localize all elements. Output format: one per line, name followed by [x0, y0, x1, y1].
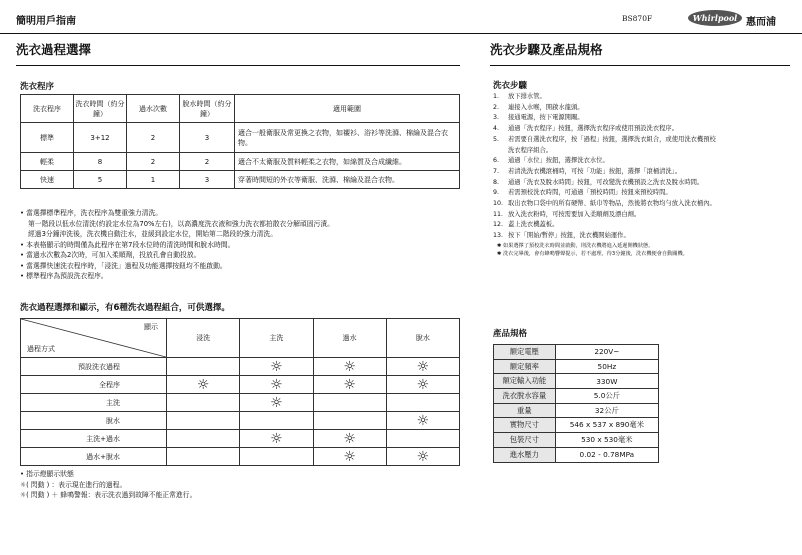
note-line: 經過3分鐘沖洗後，洗衣機自動注水，並緩到設定水位，開始第二階段的強力清洗。: [28, 230, 278, 238]
table-row: [21, 448, 460, 466]
whirlpool-logo: Whirlpool: [688, 10, 742, 26]
sun-indicator-icon: ☼: [416, 448, 430, 465]
table-cell: 快速: [21, 171, 74, 189]
table-cell: [167, 430, 240, 448]
table-cell: [240, 376, 313, 394]
spec-key: 額定電壓: [494, 345, 556, 360]
step-text: 放下排水管。: [508, 93, 546, 100]
table-row: [21, 123, 460, 153]
sun-indicator-icon: ☼: [343, 430, 356, 447]
guide-title: 簡明用戶指南: [16, 16, 76, 27]
step-text: 放入洗衣粉時，可按需要加入柔順劑及漂白劑。: [508, 210, 641, 218]
table-cell: 2: [180, 153, 235, 171]
step-text: 接通電源，按下電源開關。: [508, 114, 584, 122]
step-note: ✱ 洗衣完畢後，會有蜂鳴響聲提示，若不處理，待3分鐘後，洗衣機便會自動關機。: [497, 251, 688, 258]
step-text: 若清洗洗衣機滾桶時，可按「功能」按鈕，選擇「滾桶清洗」。: [508, 167, 682, 175]
indicator-line: • 指示燈顯示狀態: [20, 470, 74, 478]
spec-key: 重量: [494, 403, 556, 418]
sun-indicator-icon: ☼: [196, 376, 210, 393]
sun-indicator-icon: ☼: [343, 448, 356, 465]
step-item: [493, 210, 793, 221]
step-text: 若需預校洗衣時間，可通過「預校時間」按鈕來預校時間。: [508, 189, 672, 197]
spec-key: 額定輸入功能: [494, 374, 556, 389]
sun-indicator-icon: ☼: [343, 358, 356, 375]
spec-table: [493, 344, 659, 463]
step-text: 取出衣物口袋中的所有硬幣、紙巾等物品，然後將衣物均勻放入洗衣桶內。: [508, 200, 716, 208]
step-item: [493, 103, 793, 114]
indicator-line: ☼( 閃動 ) ：表示現在進行的過程。: [20, 480, 127, 489]
table-cell: [167, 412, 240, 430]
table-cell: [386, 376, 459, 394]
sun-indicator-icon: ☼: [270, 358, 283, 375]
spec-value: 50Hz: [555, 359, 658, 374]
step-item: [493, 113, 793, 124]
spec-row: [494, 447, 659, 462]
step-note: ✱ 如果選擇了預校洗衣時間並啟動，則洗衣機將進入延遲開機狀態。: [497, 242, 654, 249]
table-cell: 適合一般衛服及常更換之衣物，如襯衫、浴衫等洗滌、棉綸及混合衣物。: [235, 123, 460, 153]
table-cell: [386, 412, 459, 430]
spec-row: [494, 359, 659, 374]
table-cell: 5: [74, 171, 127, 189]
step-item: [493, 92, 793, 103]
combo-col-header: 脫水: [386, 319, 459, 358]
spec-value: 546 x 537 x 890毫米: [555, 418, 658, 433]
step-number: 11.: [493, 210, 504, 218]
table-row: [21, 412, 460, 430]
table-row: [21, 358, 460, 376]
indicator-line: ☼( 閃動 ) ＋ 蜂鳴警報：表示洗衣過到故障不能正常進行。: [20, 491, 197, 499]
spec-row: [494, 374, 659, 389]
step-item: [493, 231, 793, 242]
sun-indicator-icon: ☼: [416, 358, 430, 375]
step-item: [493, 167, 793, 178]
program-table: [20, 94, 460, 189]
table-cell: 8: [74, 153, 127, 171]
step-number: 6.: [493, 157, 500, 165]
note-line: • 標準程序為預設洗衣程序。: [20, 272, 108, 280]
spec-value: 330W: [555, 374, 658, 389]
spec-row: [494, 345, 659, 360]
col-header: 洗衣時間（約分鐘）: [74, 95, 127, 123]
steps-heading: 洗衣步驟: [493, 81, 528, 91]
note-line: • 當選擇快速洗衣程序時，「浸洗」過程及功能選擇按鈕均不能啟動。: [20, 261, 227, 270]
step-number: 9.: [493, 189, 500, 197]
brand-name: 惠而浦: [746, 17, 776, 28]
step-text: 按下「開始/暫停」按鈕，洗衣機開始運作。: [508, 232, 630, 240]
left-section-title: 洗衣過程選擇: [16, 41, 460, 66]
table-cell: [240, 412, 313, 430]
combo-col-header: 浸洗: [167, 319, 240, 358]
combo-col-header: 過水: [313, 319, 386, 358]
table-cell: [313, 376, 386, 394]
combo-col-header: 主洗: [240, 319, 313, 358]
process-label: 脫水: [21, 412, 167, 430]
spec-value: 220V~: [555, 345, 658, 360]
table-cell: 3: [180, 123, 235, 153]
step-item: [493, 124, 793, 135]
step-number: 13.: [493, 232, 504, 240]
process-label: 過水+脫水: [21, 448, 167, 466]
step-number: 3.: [493, 114, 500, 122]
step-number: 1.: [493, 93, 500, 100]
table-cell: [167, 376, 240, 394]
table-cell: [386, 430, 459, 448]
table-cell: [240, 394, 313, 412]
table-cell: [313, 358, 386, 376]
table-cell: 3+12: [74, 123, 127, 153]
table-cell: [386, 448, 459, 466]
step-text: 蓋上洗衣機蓋板。: [508, 221, 559, 229]
spec-key: 包裝尺寸: [494, 433, 556, 448]
spec-value: 5.0公斤: [555, 389, 658, 404]
step-text: 通過「洗衣程序」按鈕，選擇洗衣程序或使用預設洗衣程序。: [508, 125, 679, 133]
corner-top-label: 顯示: [144, 323, 158, 331]
spec-key: 額定頻率: [494, 359, 556, 374]
table-cell: 標準: [21, 123, 74, 153]
spec-heading: 產品規格: [493, 329, 528, 339]
step-item: [493, 156, 793, 167]
process-label: 全程序: [21, 376, 167, 394]
step-item: [493, 188, 793, 199]
page-header: [0, 0, 802, 34]
note-line: • 當選擇標準程序，洗衣程序為雙重強力清洗。: [20, 209, 163, 217]
table-cell: [240, 430, 313, 448]
table-cell: [167, 394, 240, 412]
table-cell: [167, 448, 240, 466]
table-cell: [240, 358, 313, 376]
table-cell: [313, 394, 386, 412]
table-cell: [386, 394, 459, 412]
model-number: BS870F: [622, 14, 653, 23]
table-cell: 穿著時間短的外衣等衛服、洗滌、棉綸及混合衣物。: [235, 171, 460, 189]
table-cell: [386, 358, 459, 376]
process-label: 主洗+過水: [21, 430, 167, 448]
spec-row: [494, 418, 659, 433]
table-cell: 3: [180, 171, 235, 189]
right-section-title: 洗衣步驟及產品規格: [490, 41, 790, 66]
table-cell: [313, 430, 386, 448]
table-cell: [313, 448, 386, 466]
spec-row: [494, 433, 659, 448]
spec-value: 530 x 530毫米: [555, 433, 658, 448]
steps-list: [493, 92, 793, 258]
table-cell: 輕柔: [21, 153, 74, 171]
col-header: 過水次數: [127, 95, 180, 123]
table-row: [21, 376, 460, 394]
table-row: [21, 394, 460, 412]
table-cell: 1: [127, 171, 180, 189]
table-cell: 2: [127, 123, 180, 153]
table-row: [21, 153, 460, 171]
step-text: 通過「水位」按鈕，選擇洗衣水位。: [508, 157, 609, 165]
table-row: [21, 430, 460, 448]
sun-indicator-icon: ☼: [343, 376, 356, 393]
col-header: 洗衣程序: [21, 95, 74, 123]
sun-indicator-icon: ☼: [416, 376, 430, 393]
sun-indicator-icon: ☼: [416, 412, 430, 429]
table-row: [21, 171, 460, 189]
step-item: [493, 178, 793, 189]
spec-value: 0.02 - 0.78MPa: [555, 447, 658, 462]
col-header: 適用範圍: [235, 95, 460, 123]
step-text: 通過「洗衣及脫水時間」按鈕，可改變洗衣機預設之洗衣及脫水時間。: [508, 178, 704, 186]
combo-table: [20, 318, 460, 466]
program-notes: [20, 208, 460, 282]
sun-indicator-icon: ☼: [270, 394, 283, 411]
corner-bottom-label: 過程方式: [27, 345, 55, 353]
step-number: 2.: [493, 103, 500, 111]
note-line: 第一階段以低水位清洗(約設定水位為70%左右)，以高濃度洗衣液和強力洗衣都拍散衣分解頑固污漬。: [28, 219, 334, 228]
program-heading: 洗衣程序: [20, 82, 55, 92]
step-text: 若需要自選洗衣程序，按「過程」按鈕，選擇洗衣組合，或使用洗衣機預校: [508, 135, 716, 143]
step-item: [493, 199, 793, 210]
table-cell: [313, 412, 386, 430]
step-number: 10.: [493, 200, 504, 208]
step-continuation: 洗衣程序組合。: [508, 146, 553, 154]
spec-row: [494, 389, 659, 404]
note-line: • 當過水次數為2次時，可加入柔順劑，投放孔會自動投放。: [20, 251, 201, 259]
process-label: 預設洗衣過程: [21, 358, 167, 376]
combo-heading: 洗衣過程選擇和顯示，有6種洗衣過程組合，可供選擇。: [20, 303, 230, 313]
sun-indicator-icon: ☼: [270, 430, 283, 447]
step-number: 5.: [493, 135, 500, 143]
table-cell: 適合不太衛服及質料輕柔之衣物，如綿質及合成纖維。: [235, 153, 460, 171]
indicator-notes: [20, 469, 196, 501]
step-text: 連接入水喉，開啟水龍頭。: [508, 103, 584, 111]
spec-key: 實物尺寸: [494, 418, 556, 433]
step-number: 8.: [493, 178, 500, 186]
spec-value: 32公斤: [555, 403, 658, 418]
step-number: 4.: [493, 125, 500, 133]
step-item: [493, 220, 793, 231]
spec-key: 進水壓力: [494, 447, 556, 462]
table-cell: [240, 448, 313, 466]
col-header: 脫水時間（約分鐘）: [180, 95, 235, 123]
step-item: [493, 135, 793, 146]
spec-key: 洗衣脫水容量: [494, 389, 556, 404]
step-number: 12.: [493, 221, 504, 229]
table-cell: 2: [127, 153, 180, 171]
sun-indicator-icon: ☼: [270, 376, 283, 393]
process-label: 主洗: [21, 394, 167, 412]
spec-row: [494, 403, 659, 418]
note-line: • 本表格顯示的時間僅為此程序在第7段水位時的清洗時間和脫水時間。: [20, 240, 235, 249]
table-cell: [167, 358, 240, 376]
step-number: 7.: [493, 167, 500, 175]
